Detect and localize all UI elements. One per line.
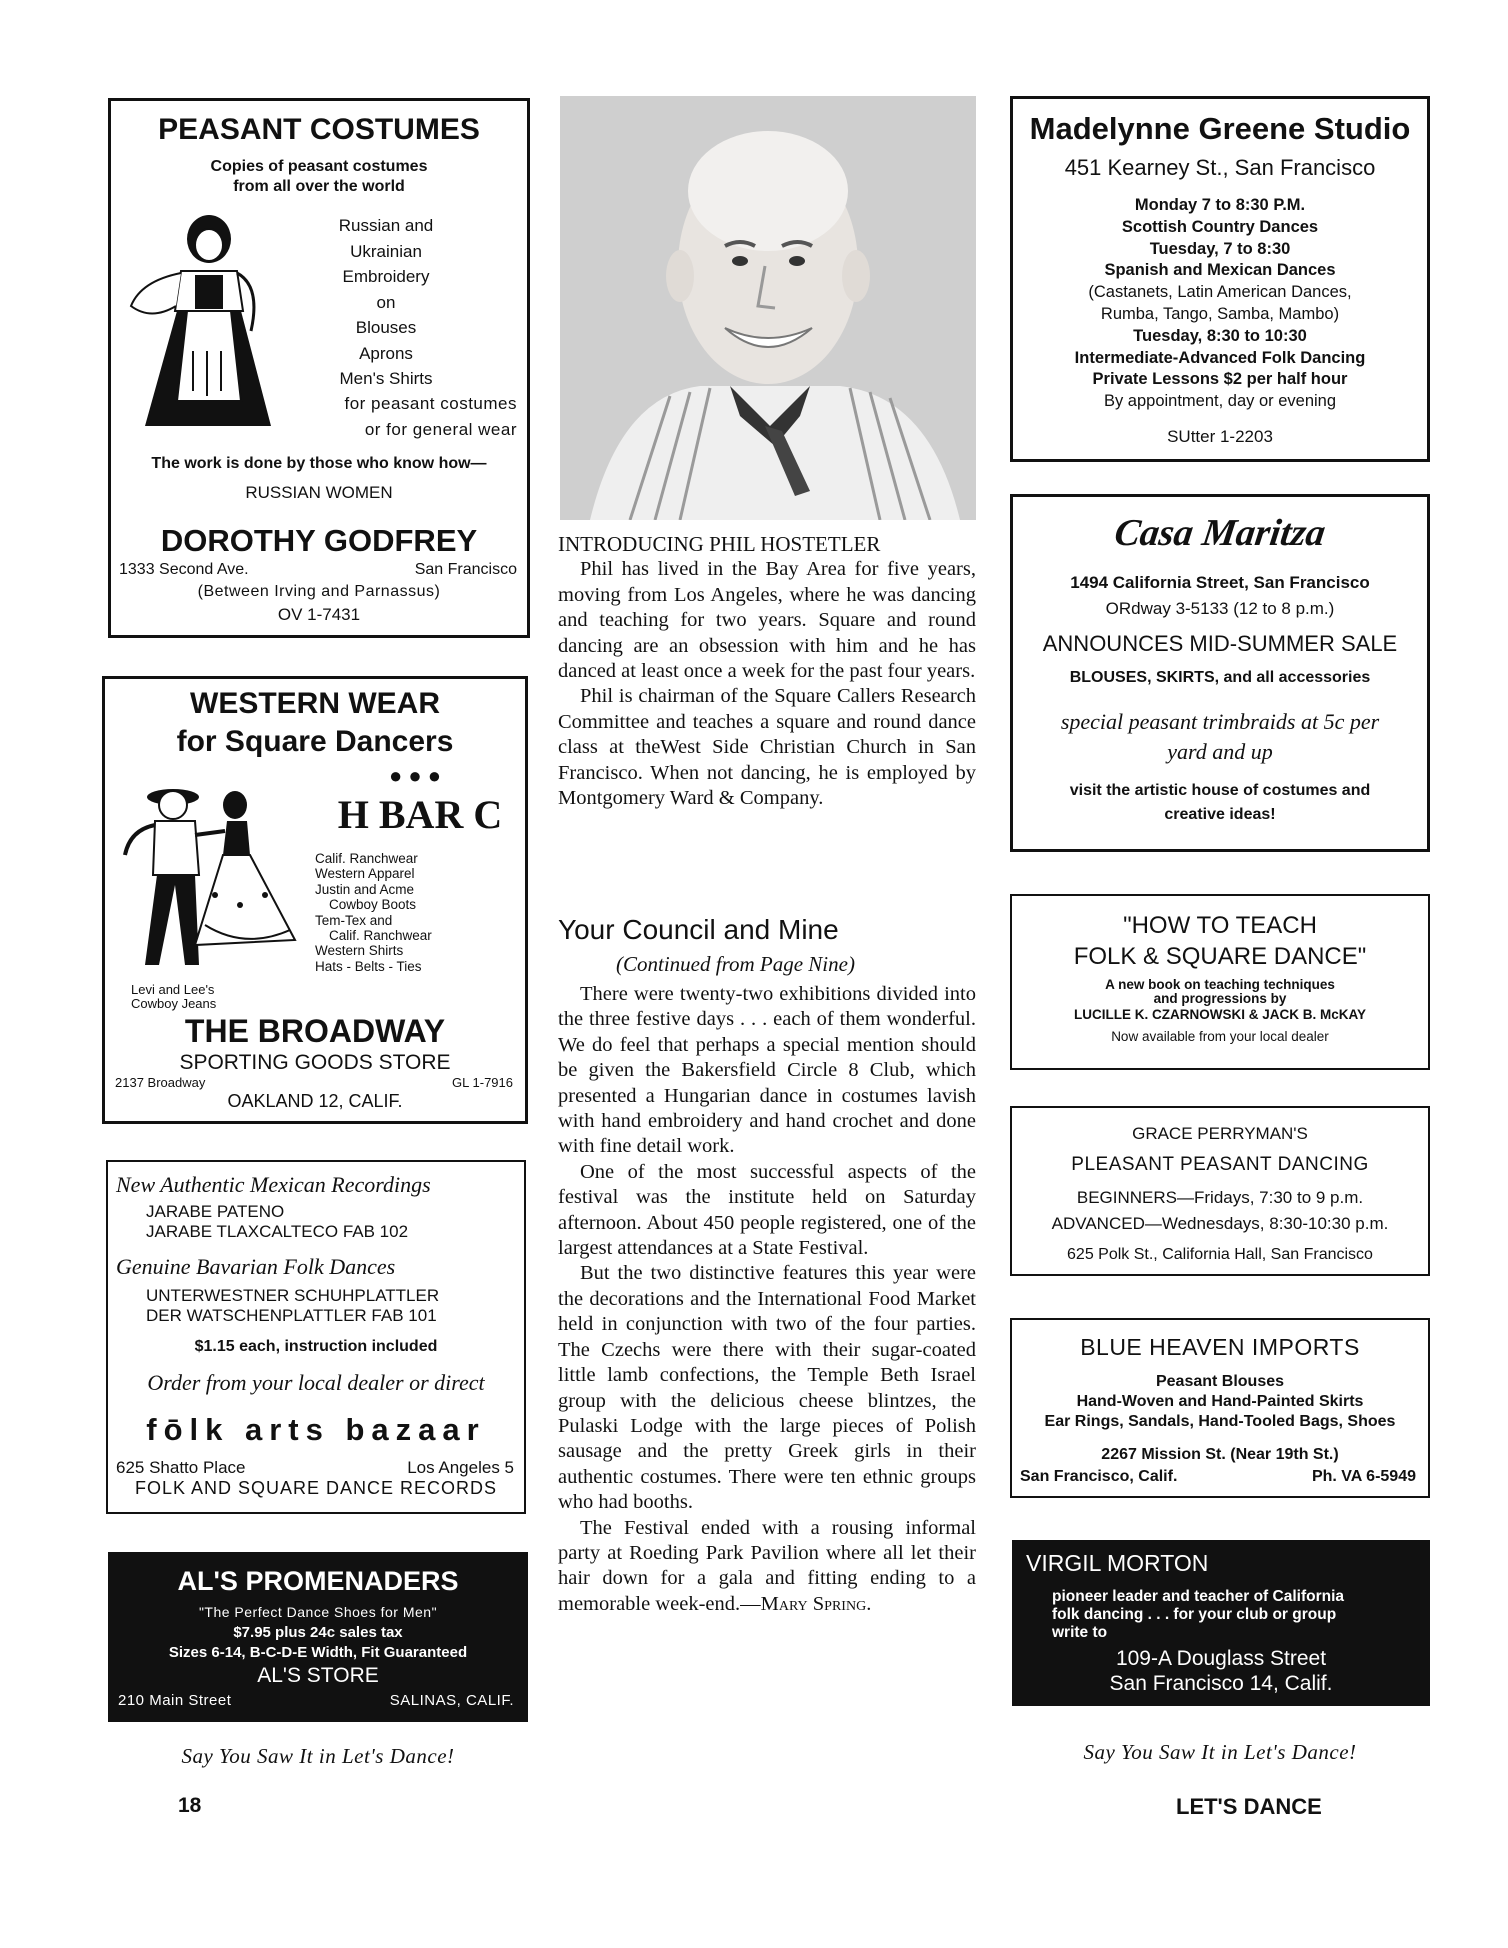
how-to-teach-ad	[1010, 894, 1430, 1070]
peasant-woman-illustration	[121, 211, 291, 431]
virgil-description: pioneer leader and teacher of California folk dancing . . . for your club or group write to	[1052, 1588, 1344, 1641]
peasant-costumes-name: DOROTHY GODFREY	[160, 523, 478, 558]
council-heading: Your Council and Mine	[558, 914, 839, 945]
als-store: AL'S STORE	[257, 1664, 379, 1687]
peasant-costumes-address-row	[119, 561, 517, 579]
blue-heaven-city-row: San Francisco, Calif. Ph. VA 6-5949	[1020, 1468, 1416, 1485]
folk-arts-address-row: 625 Shatto Place Los Angeles 5	[116, 1458, 514, 1477]
blue-heaven-items: Peasant Blouses Hand-Woven and Hand-Painted Skirts Ear Rings, Sandals, Hand-Tooled Bags, Shoes	[1044, 1373, 1396, 1430]
council-paragraph-3: But the two distinctive features this year were the decorations and the International Food Market held in conjunction with two of the four parties. The Czechs were there with their sugar-coated little lamb confections, the Temple Beth Israel group with the delicious cheese blintzes, the Pulaski Lodge with the large pieces of Polish sausage and the pretty Greek girls in their authentic costumes. There were ten ethnic groups who had booths.	[558, 1262, 976, 1514]
say-you-saw-it-right: Say You Saw It in Let's Dance!	[1083, 1740, 1357, 1764]
als-price: $7.95 plus 24c sales tax	[233, 1624, 403, 1641]
casa-maritza-ad	[1010, 494, 1430, 852]
blue-heaven-title: BLUE HEAVEN IMPORTS	[1080, 1334, 1360, 1360]
grace-advanced: ADVANCED—Wednesdays, 8:30-10:30 p.m.	[1051, 1214, 1389, 1233]
mexican-recordings-heading: New Authentic Mexican Recordings	[116, 1172, 431, 1197]
folk-arts-bazaar-brand: fōlk arts bazaar	[146, 1412, 486, 1447]
peasant-costumes-list: Russian and Ukrainian Embroidery on Blouses Aprons Men's Shirts	[338, 216, 434, 388]
madelynne-phone: SUtter 1-2203	[1167, 427, 1273, 446]
virgil-address: 109-A Douglass Street San Francisco 14, Calif.	[1109, 1647, 1333, 1695]
grace-location: 625 Polk St., California Hall, San Francisco	[1067, 1246, 1373, 1263]
council-paragraph-1: There were twenty-two exhibitions divided into the three festive days . . . each of them wonderful. We do feel that perhaps a special mention should be given the Bakersfield Circle 8 Club, which presented a Hungarian dance in costumes lavish with hand embroidery and hand crochet and done with fine detail work.	[558, 983, 976, 1158]
western-wear-address-row: 2137 Broadway GL 1-7916	[115, 1075, 513, 1090]
als-tagline: "The Perfect Dance Shoes for Men"	[198, 1604, 438, 1620]
als-address-row: 210 Main Street SALINAS, CALIF.	[118, 1692, 514, 1709]
grace-title-2: PLEASANT PEASANT DANCING	[1071, 1154, 1369, 1175]
how-to-teach-title: "HOW TO TEACH FOLK & SQUARE DANCE"	[1073, 912, 1367, 970]
virgil-morton-ad	[1012, 1540, 1430, 1706]
casa-maritza-title: Casa Maritza	[1111, 512, 1329, 554]
blue-heaven-ad	[1010, 1318, 1430, 1498]
peasant-costumes-address: 1333 Second Ave.	[119, 561, 249, 578]
western-wear-title: WESTERN WEAR for Square Dancers	[176, 687, 454, 758]
magazine-name: LET'S DANCE	[1176, 1794, 1322, 1819]
grace-beginners: BEGINNERS—Fridays, 7:30 to 9 p.m.	[1076, 1188, 1364, 1207]
phil-hostetler-photo	[560, 96, 976, 520]
folk-arts-order: Order from your local dealer or direct	[147, 1370, 485, 1395]
bavarian-list: UNTERWESTNER SCHUHPLATTLER DER WATSCHENPLATTLER FAB 101	[146, 1286, 440, 1325]
folk-arts-bazaar-ad	[106, 1160, 526, 1514]
phil-paragraph-1: Phil has lived in the Bay Area for five years, moving from Los Angeles, where he was dancing and teaching for two years. Square and round dancing are an obsession with him and he has danced at least once a week for the past four years.	[558, 558, 976, 683]
peasant-costumes-work-line: The work is done by those who know how—	[151, 455, 487, 472]
the-broadway-store: THE BROADWAY	[184, 1013, 446, 1049]
council-author: Mary Spring.	[760, 1592, 872, 1615]
grace-perryman-ad	[1010, 1106, 1430, 1276]
peasant-costumes-title: PEASANT COSTUMES	[158, 113, 480, 146]
madelynne-greene-ad	[1010, 96, 1430, 462]
how-to-teach-details: A new book on teaching techniques and progressions by LUCILLE K. CZARNOWSKI & JACK B. McKAY Now available from your local dealer	[1073, 977, 1366, 1044]
peasant-costumes-ad	[108, 98, 530, 638]
bavarian-heading: Genuine Bavarian Folk Dances	[116, 1254, 396, 1279]
peasant-costumes-between: (Between Irving and Parnassus)	[197, 583, 441, 600]
casa-items: BLOUSES, SKIRTS, and all accessories	[1069, 669, 1371, 686]
madelynne-address: 451 Kearney St., San Francisco	[1064, 155, 1376, 180]
phil-caption: INTRODUCING PHIL HOSTETLER	[558, 532, 881, 556]
council-continued: (Continued from Page Nine)	[616, 952, 855, 976]
casa-address: 1494 California Street, San Francisco	[1070, 573, 1370, 592]
als-sizes: Sizes 6-14, B-C-D-E Width, Fit Guaranteed	[168, 1644, 468, 1661]
sporting-goods-store: SPORTING GOODS STORE	[179, 1051, 451, 1074]
madelynne-schedule: Monday 7 to 8:30 P.M. Scottish Country Dances Tuesday, 7 to 8:30 Spanish and Mexican Dances (Castanets, Latin American Dances, Rumba, Tango, Samba, Mambo) Tuesday, 8:30 to 10:30 Intermediate-Advanced Folk Dancing Private Lessons $2 per half hour By appointment, day or evening	[1074, 196, 1366, 411]
casa-announce: ANNOUNCES MID-SUMMER SALE	[1042, 631, 1398, 656]
western-wear-items: Calif. Ranchwear Western Apparel Justin and Acme Cowboy Boots Tem-Tex and Calif. Ranchwear Western Shirts Hats - Belts - Ties	[315, 851, 432, 974]
h-bar-c-brand: H BAR C	[337, 792, 503, 837]
western-wear-city: OAKLAND 12, CALIF.	[227, 1091, 403, 1111]
peasant-costumes-russian-women: RUSSIAN WOMEN	[245, 483, 393, 502]
grace-title-1: GRACE PERRYMAN'S	[1132, 1124, 1308, 1143]
western-wear-dots: ● ● ●	[388, 763, 442, 788]
phil-paragraph-2: Phil is chairman of the Square Callers Research Committee and teaches a square and round dance class at theWest Side Christian Church in San Francisco. When not dancing, he is employed by Montgomery Ward & Company.	[558, 685, 976, 810]
als-promenaders-ad	[108, 1552, 528, 1722]
virgil-title: VIRGIL MORTON	[1026, 1550, 1209, 1576]
peasant-costumes-city: San Francisco	[414, 561, 517, 578]
als-title: AL'S PROMENADERS	[177, 1566, 459, 1596]
mexican-recordings-list: JARABE PATENO JARABE TLAXCALTECO FAB 102	[146, 1202, 409, 1241]
folk-arts-price: $1.15 each, instruction included	[194, 1338, 438, 1355]
council-paragraph-4: The Festival ended with a rousing informal party at Roeding Park Pavilion where all let their hair down for a gala and fitting ending to a memorable week-end.—Mary Spring.	[558, 1516, 976, 1615]
peasant-costumes-phone: OV 1-7431	[277, 605, 361, 624]
casa-special: special peasant trimbraids at 5c per yard and up	[1060, 709, 1380, 764]
levi-line: Levi and Lee's Cowboy Jeans	[131, 982, 217, 1011]
western-wear-ad	[102, 676, 528, 1124]
phil-article	[558, 532, 976, 811]
square-dancers-illustration	[115, 775, 305, 975]
council-paragraph-2: One of the most successful aspects of the festival was the institute held on Saturday afternoon. About 450 people registered, one of the largest attendances at a State Festival.	[558, 1160, 976, 1260]
peasant-costumes-for-line: for peasant costumes or for general wear	[344, 394, 517, 439]
page-number: 18	[178, 1794, 202, 1817]
madelynne-title: Madelynne Greene Studio	[1029, 111, 1411, 146]
peasant-costumes-subtitle: Copies of peasant costumes from all over the world	[210, 158, 428, 195]
casa-visit: visit the artistic house of costumes and creative ideas!	[1069, 782, 1371, 823]
say-you-saw-it-left: Say You Saw It in Let's Dance!	[181, 1744, 455, 1768]
casa-phone: ORdway 3-5133 (12 to 8 p.m.)	[1105, 599, 1335, 618]
folk-arts-footer: FOLK AND SQUARE DANCE RECORDS	[134, 1478, 498, 1498]
blue-heaven-address: 2267 Mission St. (Near 19th St.)	[1101, 1446, 1339, 1463]
council-article	[558, 982, 976, 1617]
